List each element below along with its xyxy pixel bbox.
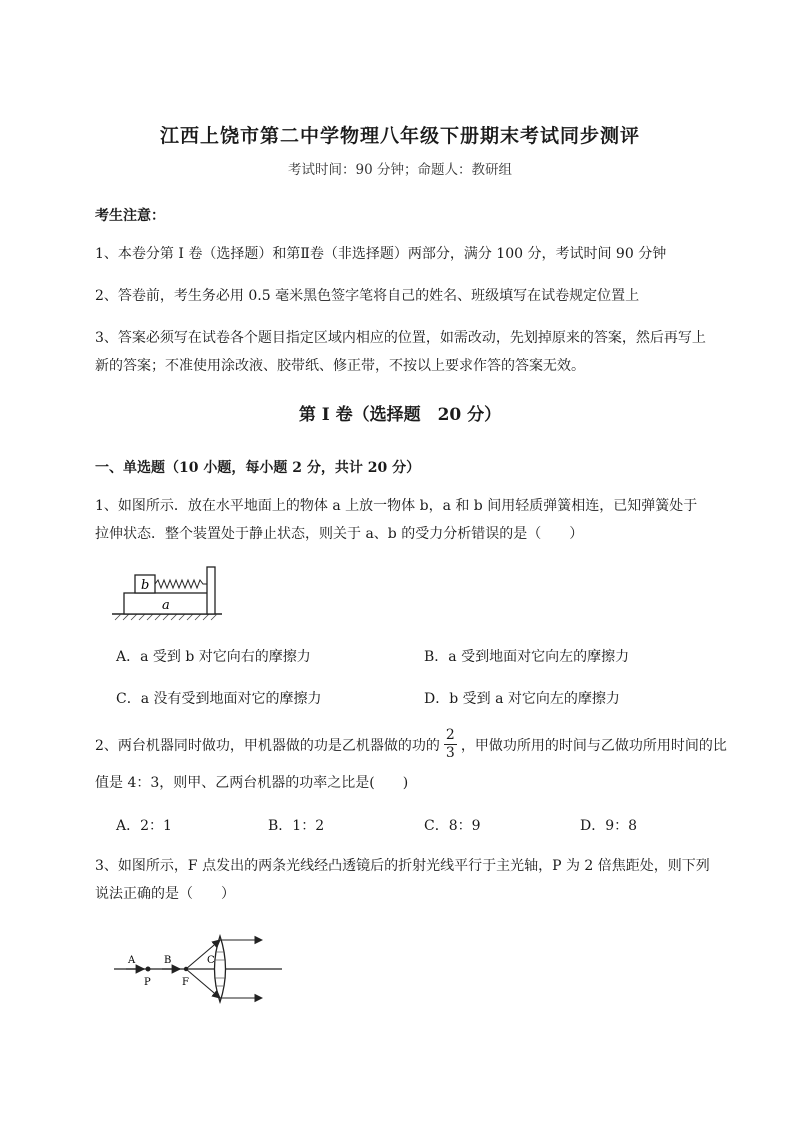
q1-label-b: b — [141, 578, 150, 593]
q2-option-a[interactable]: A．2：1 — [116, 818, 172, 834]
q3-figure — [112, 930, 292, 1020]
q1-stem: 1、如图所示．放在水平地面上的物体 a 上放一物体 b，a 和 b 间用轻质弹簧相连，已知弹簧处于拉伸状态．整个装置处于静止状态，则关于 a、b 的受力分析错误的是（ ） — [95, 498, 698, 542]
q1-option-b[interactable]: B．a 受到地面对它向左的摩擦力 — [424, 649, 630, 665]
exam-subtitle: 考试时间：90 分钟；命题人：教研组 — [288, 162, 512, 178]
q3-label-p: P — [144, 977, 151, 988]
q3-label-c: C — [207, 955, 215, 966]
q1-figure — [110, 563, 230, 621]
q2-option-d[interactable]: D．9：8 — [580, 818, 638, 834]
q2-fraction-numerator: 2 — [445, 727, 455, 743]
q1-spring — [155, 580, 207, 588]
q3-stem: 3、如图所示，F 点发出的两条光线经凸透镜后的折射光线平行于主光轴，P 为 2 倍焦距处，则下列说法正确的是（ ） — [95, 858, 710, 902]
notice-item-3: 3、答案必须写在试卷各个题目指定区域内相应的位置，如需改动，先划掉原来的答案，然后再写上新的答案；不准使用涂改液、胶带纸、修正带，不按以上要求作答的答案无效。 — [95, 330, 706, 374]
q3-convex-lens — [215, 936, 226, 1002]
q2-fraction-denominator: 3 — [445, 745, 455, 761]
section-title: 第 I 卷（选择题 20 分） — [298, 405, 502, 425]
q2-fraction — [444, 727, 457, 762]
q2-option-c[interactable]: C．8：9 — [424, 818, 481, 834]
q1-wall — [207, 567, 215, 614]
q1-option-c[interactable]: C．a 没有受到地面对它的摩擦力 — [116, 691, 322, 707]
notice-heading: 考生注意： — [95, 208, 165, 224]
q1-option-a[interactable]: A．a 受到 b 对它向右的摩擦力 — [116, 649, 311, 665]
q1-ground-hatch — [115, 614, 217, 620]
q2-stem-after: ，甲做功所用的时间与乙做功所用时间的比 — [460, 737, 727, 754]
q3-label-f: F — [182, 977, 189, 988]
part-heading: 一、单选题（10 小题，每小题 2 分，共计 20 分） — [95, 460, 421, 476]
notice-item-2: 2、答卷前，考生务必用 0.5 毫米黑色签字笔将自己的姓名、班级填写在试卷规定位置上 — [95, 288, 640, 304]
q2-stem-line1 — [95, 727, 727, 762]
q2-stem-before: 2、两台机器同时做功，甲机器做的功是乙机器做的功的 — [95, 737, 440, 754]
q2-stem-line2: 值是 4：3，则甲、乙两台机器的功率之比是( ) — [95, 775, 409, 791]
q3-label-b: B — [164, 955, 172, 966]
notice-item-1: 1、本卷分第 I 卷（选择题）和第Ⅱ卷（非选择题）两部分，满分 100 分，考试时间 90 分钟 — [95, 246, 667, 262]
q1-option-d[interactable]: D．b 受到 a 对它向左的摩擦力 — [424, 691, 620, 707]
q1-label-a: a — [162, 598, 170, 613]
exam-title: 江西上饶市第二中学物理八年级下册期末考试同步测评 — [159, 125, 640, 147]
q2-option-b[interactable]: B．1：2 — [268, 818, 325, 834]
q3-point-p — [146, 967, 151, 972]
q3-label-a: A — [128, 955, 136, 966]
